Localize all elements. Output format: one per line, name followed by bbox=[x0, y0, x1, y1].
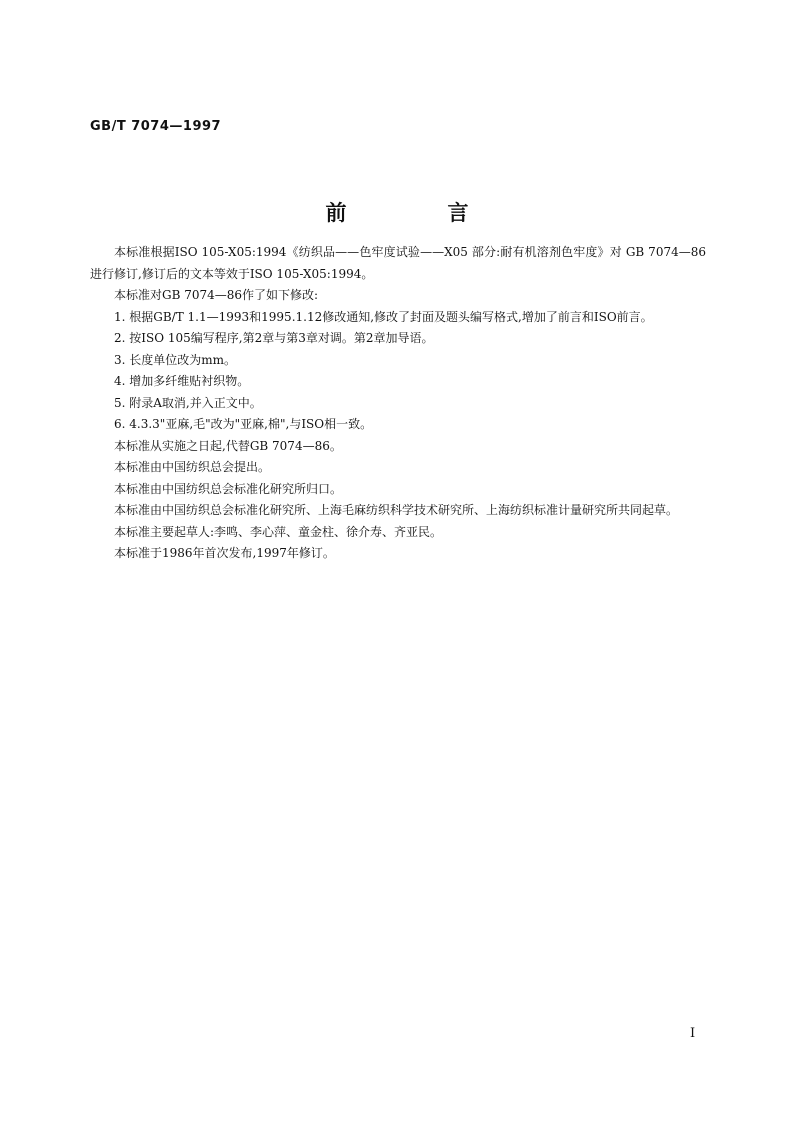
paragraph-basis: 本标准根据ISO 105-X05:1994《纺织品——色牢度试验——X05 部分:耐有机溶剂色牢度》对 GB 7074—86进行修订,修订后的文本等效于ISO 105-X05:1994。 bbox=[90, 245, 706, 281]
standard-code: GB/T 7074—1997 bbox=[90, 119, 222, 134]
paragraph-centralized-unit: 本标准由中国纺织总会标准化研究所归口。 bbox=[114, 481, 343, 496]
page-title: 前 言 bbox=[325, 201, 509, 225]
paragraph-modifications-intro: 本标准对GB 7074—86作了如下修改: bbox=[114, 288, 319, 302]
preface-body bbox=[90, 242, 706, 565]
page-number: I bbox=[690, 1026, 696, 1041]
modification-item-3: 3. 长度单位改为mm。 bbox=[114, 352, 237, 367]
paragraph-drafters: 本标准主要起草人:李鸣、李心萍、童金柱、徐介寿、齐亚民。 bbox=[114, 524, 443, 539]
modification-item-2: 2. 按ISO 105编写程序,第2章与第3章对调。第2章加导语。 bbox=[114, 331, 434, 345]
paragraph-replacement: 本标准从实施之日起,代替GB 7074—86。 bbox=[114, 438, 342, 453]
paragraph-drafting-units: 本标准由中国纺织总会标准化研究所、上海毛麻纺织科学技术研究所、上海纺织标准计量研究所共同起草。 bbox=[114, 503, 679, 517]
paragraph-proposer: 本标准由中国纺织总会提出。 bbox=[114, 460, 271, 474]
paragraph-history: 本标准于1986年首次发布,1997年修订。 bbox=[114, 546, 335, 560]
modification-item-4: 4. 增加多纤维贴衬织物。 bbox=[114, 374, 250, 388]
modification-item-1: 1. 根据GB/T 1.1—1993和1995.1.12修改通知,修改了封面及题头编写格式,增加了前言和ISO前言。 bbox=[114, 309, 653, 324]
modification-item-6: 6. 4.3.3"亚麻,毛"改为"亚麻,棉",与ISO相一致。 bbox=[114, 417, 373, 431]
modification-item-5: 5. 附录A取消,并入正文中。 bbox=[114, 395, 262, 410]
